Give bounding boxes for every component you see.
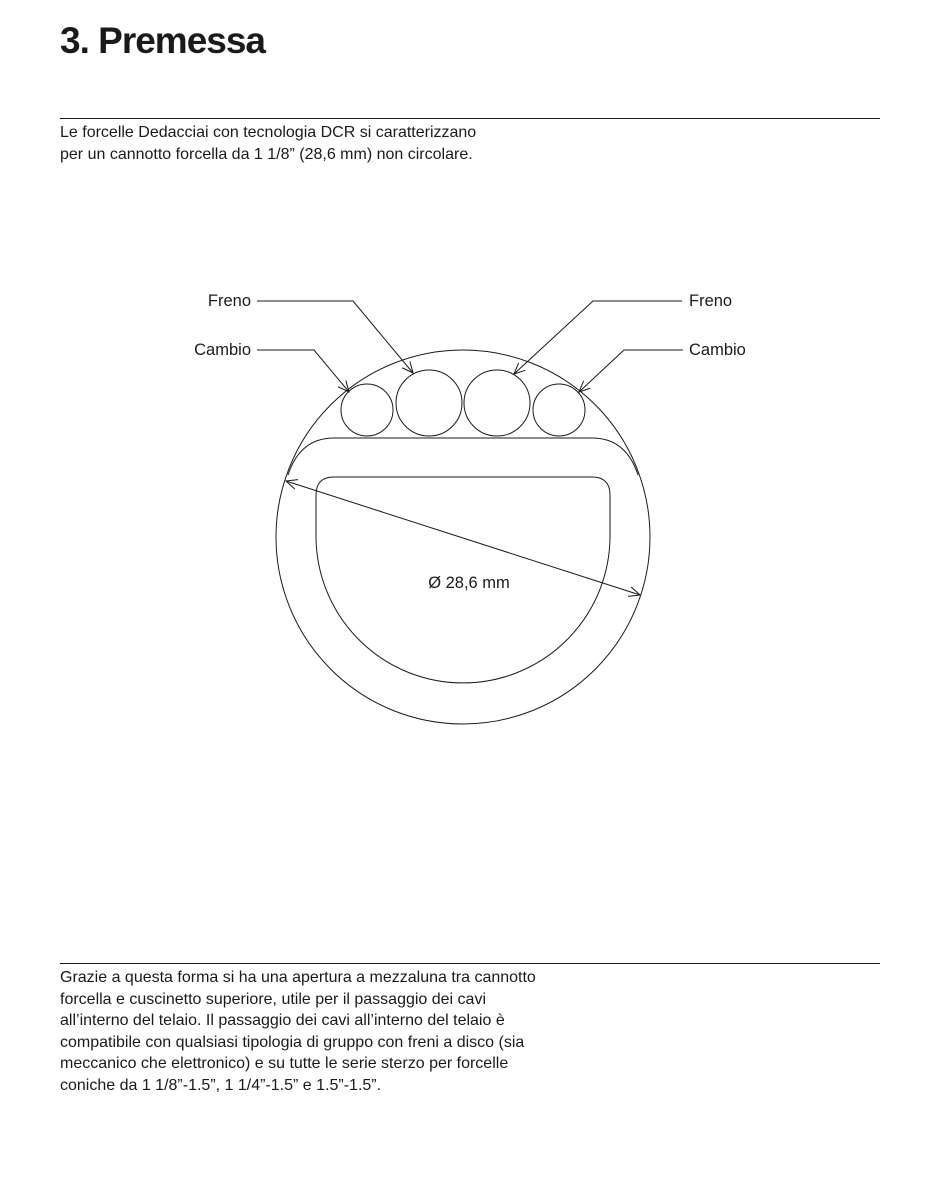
leader-shift-left (257, 350, 349, 392)
leader-brake-left (257, 301, 413, 373)
section-divider-bottom (60, 963, 880, 964)
cable-hole-shift-right (533, 384, 585, 436)
steerer-outer-circle (276, 350, 650, 724)
label-brake-left: Freno (207, 292, 251, 310)
intro-paragraph: Le forcelle Dedacciai con tecnologia DCR si caratterizzano per un cannotto forcella da 1 1/8” (28,6 mm) non circolare. (60, 124, 477, 163)
steerer-d-shape-outer (288, 438, 638, 475)
leader-brake-right (514, 301, 682, 374)
outro-paragraph: Grazie a questa forma si ha una apertura a mezzaluna tra cannotto forcella e cuscinetto superiore, utile per il passaggio dei cavi all’interno del telaio. Il passaggio dei cavi all’interno del telaio è compatibile con qualsiasi tipologia di gruppo con freni a disco (sia meccanico che elettronico) e su tutte le serie sterzo per forcelle coniche da 1 1/8”-1.5”, 1 1/4”-1.5” e 1.5”-1.5”. (60, 969, 536, 1094)
label-shift-left: Cambio (194, 341, 251, 359)
cable-hole-brake-right (464, 370, 530, 436)
cable-hole-brake-left (396, 370, 462, 436)
label-brake-right: Freno (689, 292, 733, 310)
label-diameter: Ø 28,6 mm (428, 574, 510, 592)
leader-shift-right (579, 350, 683, 392)
label-shift-right: Cambio (689, 341, 746, 359)
page-title: 3. Premessa (60, 20, 266, 61)
